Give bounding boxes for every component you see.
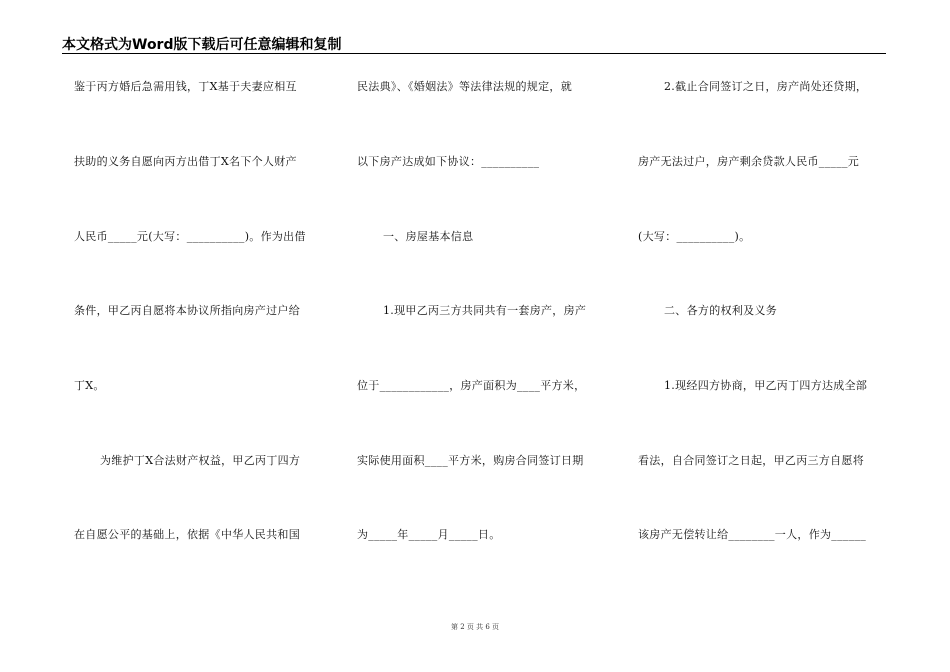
- text-line: 丁X。: [74, 379, 105, 392]
- paragraph-start-line: 为维护丁X合法财产权益，甲乙丙丁四方: [100, 454, 301, 467]
- page-number-footer: 第 2 页 共 6 页: [450, 623, 500, 631]
- paragraph-start-line: 1.现经四方协商，甲乙丙丁四方达成全部: [664, 379, 868, 392]
- text-line: 鉴于丙方婚后急需用钱，丁X基于夫妻应相互: [74, 80, 297, 93]
- section-heading: 二、各方的权利及义务: [664, 304, 777, 317]
- document-header-title: 本文格式为Word版下载后可任意编辑和复制: [62, 37, 342, 53]
- paragraph-start-line: 1.现甲乙丙三方共同共有一套房产，房产: [383, 304, 587, 317]
- section-heading: 一、房屋基本信息: [383, 230, 474, 243]
- text-line: 以下房产达成如下协议：__________: [357, 155, 540, 168]
- text-line: 为_____年_____月_____日。: [357, 528, 501, 541]
- text-line: 条件，甲乙丙自愿将本协议所指向房产过户给: [74, 304, 300, 317]
- text-line: 在自愿公平的基础上，依据《中华人民共和国: [74, 528, 300, 541]
- text-line: 看法，自合同签订之日起，甲乙丙三方自愿将: [638, 454, 864, 467]
- text-line: 实际使用面积____平方米，购房合同签订日期: [357, 454, 584, 467]
- text-line: 扶助的义务自愿向丙方出借丁X名下个人财产: [74, 155, 297, 168]
- text-line: 位于____________，房产面积为____平方米，: [357, 379, 586, 392]
- text-line: (大写：__________)。: [638, 230, 751, 243]
- paragraph-start-line: 2.截止合同签订之日，房产尚处还贷期，: [664, 80, 868, 93]
- text-line: 房产无法过户，房产剩余贷款人民币_____元: [638, 155, 860, 168]
- text-line: 人民币_____元(大写：__________)。作为出借: [74, 230, 306, 243]
- text-line: 该房产无偿转让给________一人，作为______: [638, 528, 867, 541]
- text-line: 民法典》、《婚姻法》等法律法规的规定，就: [357, 80, 572, 93]
- header-divider: [62, 53, 886, 54]
